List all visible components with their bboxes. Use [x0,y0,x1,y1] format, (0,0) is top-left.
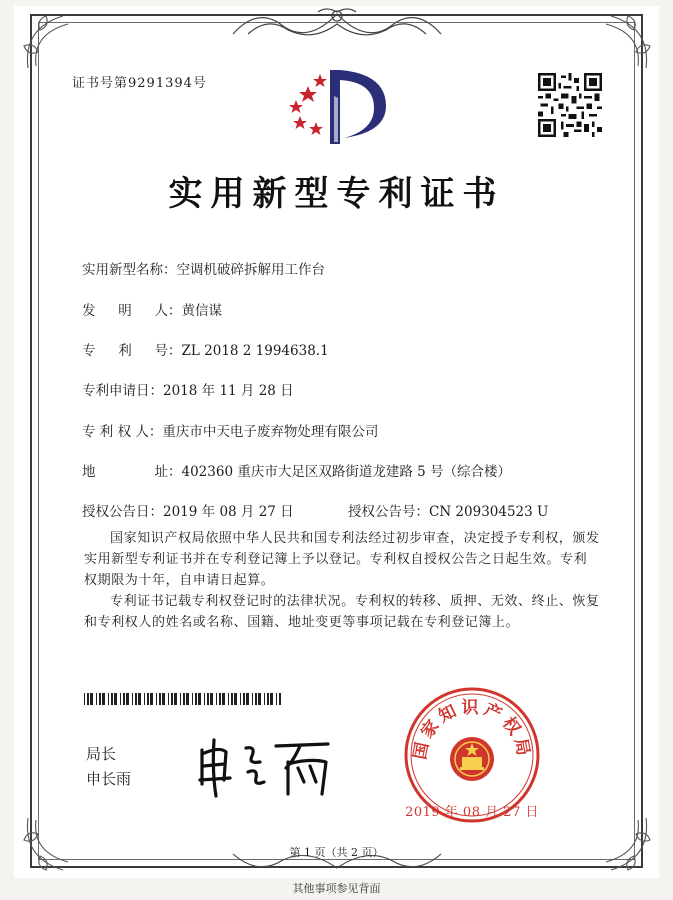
barcode-bar [234,693,237,705]
field-value: CN 209304523 U [429,504,549,520]
barcode-bar [192,693,193,705]
corner-ornament-bottom-right-icon [586,808,656,878]
footer-note: 其他事项参见背面 [292,882,381,895]
barcode-bar [279,693,281,705]
barcode-bar [135,693,137,705]
field-utility-model-name [82,258,325,278]
field-label: 授权公告号： [348,504,429,520]
barcode-bar [255,693,257,705]
seal-date: 2019 年 08 月 27 日 [405,805,539,820]
certificate-number: 证书号第9291394号 [72,76,207,91]
barcode-bar [168,693,169,705]
barcode-bar [258,693,261,705]
patent-office-emblem-icon [282,66,394,146]
barcode-bar [87,693,89,705]
field-address: 地 址 ：402360 重庆市大足区双路街道龙建路 5 号（综合楼） [82,460,511,480]
field-value: 黄信谋 [181,303,222,319]
barcode-bar [270,693,273,705]
barcode-bar [90,693,93,705]
barcode-bar [210,693,213,705]
barcode-bar [108,693,109,705]
barcode-bar [267,693,269,705]
page-number: 第 1 页（共 2 页） [289,846,384,859]
barcode-bar [99,693,101,705]
barcode-bar [120,693,121,705]
barcode-bar [243,693,245,705]
barcode-bar [198,693,201,705]
barcode-bar [159,693,161,705]
field-label: 地 址 [82,464,168,480]
barcode-bar [150,693,153,705]
barcode-bar [219,693,221,705]
barcode-bar [96,693,97,705]
barcode-bar [162,693,165,705]
top-ornament-icon [228,4,446,44]
barcode-bar [216,693,217,705]
field-patent-number: 专 利 号 ：ZL 2018 2 1994638.1 [82,339,329,359]
field-value: 空调机破碎拆解用工作台 [176,262,325,278]
barcode-bar [144,693,145,705]
field-inventor: 发 明 人 ：黄信谋 [82,299,222,319]
field-filing-date [82,379,294,399]
barcode-bar [126,693,129,705]
field-value: 2018 年 11 月 28 日 [163,383,294,399]
barcode-bar [186,693,189,705]
barcode-bar [174,693,177,705]
barcode-bar [156,693,157,705]
field-label: 专利申请日： [82,383,163,399]
field-label: 授权公告日： [82,504,163,520]
field-label: 专 利 号 [82,343,168,359]
barcode-icon [84,693,284,705]
field-label: 专 利 权 人： [82,424,163,440]
barcode-bar [252,693,253,705]
barcode-bar [183,693,185,705]
field-value: ZL 2018 2 1994638.1 [181,343,329,359]
barcode-bar [138,693,141,705]
barcode-bar [147,693,149,705]
corner-ornament-top-right-icon [586,8,656,78]
barcode-bar [180,693,181,705]
field-grant-announce-no [348,500,548,520]
barcode-bar [123,693,125,705]
barcode-bar [195,693,197,705]
field-label: 发 明 人 [82,303,168,319]
field-value: 重庆市中天电子废弃物处理有限公司 [162,424,379,440]
barcode-bar [276,693,277,705]
seal-text: 国家知识产权局 [410,698,534,762]
legal-status-paragraph: 专利证书记载专利权登记时的法律状况。专利权的转移、质押、无效、终止、恢复和专利权人的姓名或名称、国籍、地址变更等事项记载在专利登记簿上。 [84,594,600,630]
field-value: 402360 重庆市大足区双路街道龙建路 5 号（综合楼） [181,464,511,480]
barcode-bar [111,693,113,705]
barcode-bar [222,693,225,705]
corner-ornament-top-left-icon [18,8,88,78]
barcode-bar [102,693,105,705]
barcode-bar [204,693,205,705]
barcode-bar [207,693,209,705]
certificate-title: 实用新型专利证书 [168,174,505,214]
barcode-bar [114,693,117,705]
director-name: 申长雨 [86,770,132,788]
corner-ornament-bottom-left-icon [18,808,88,878]
field-label: 实用新型名称： [82,262,177,278]
barcode-bar [171,693,173,705]
barcode-bar [231,693,233,705]
barcode-bar [132,693,133,705]
director-signature [190,732,340,802]
field-patentee [82,420,378,440]
barcode-bar [264,693,265,705]
grant-statement-paragraph: 国家知识产权局依照中华人民共和国专利法经过初步审查，决定授予专利权，颁发实用新型专利证书并在专利登记簿上予以登记。专利权自授权公告之日起生效。专利权期限为十年，自申请日起算。 [84,531,600,588]
director-title: 局长 [86,745,117,763]
qr-code-icon [538,73,602,137]
field-value: 2019 年 08 月 27 日 [163,504,294,520]
barcode-bar [84,693,85,705]
barcode-bar [246,693,249,705]
field-grant-announce-date [82,500,294,520]
barcode-bar [228,693,229,705]
barcode-bar [240,693,241,705]
